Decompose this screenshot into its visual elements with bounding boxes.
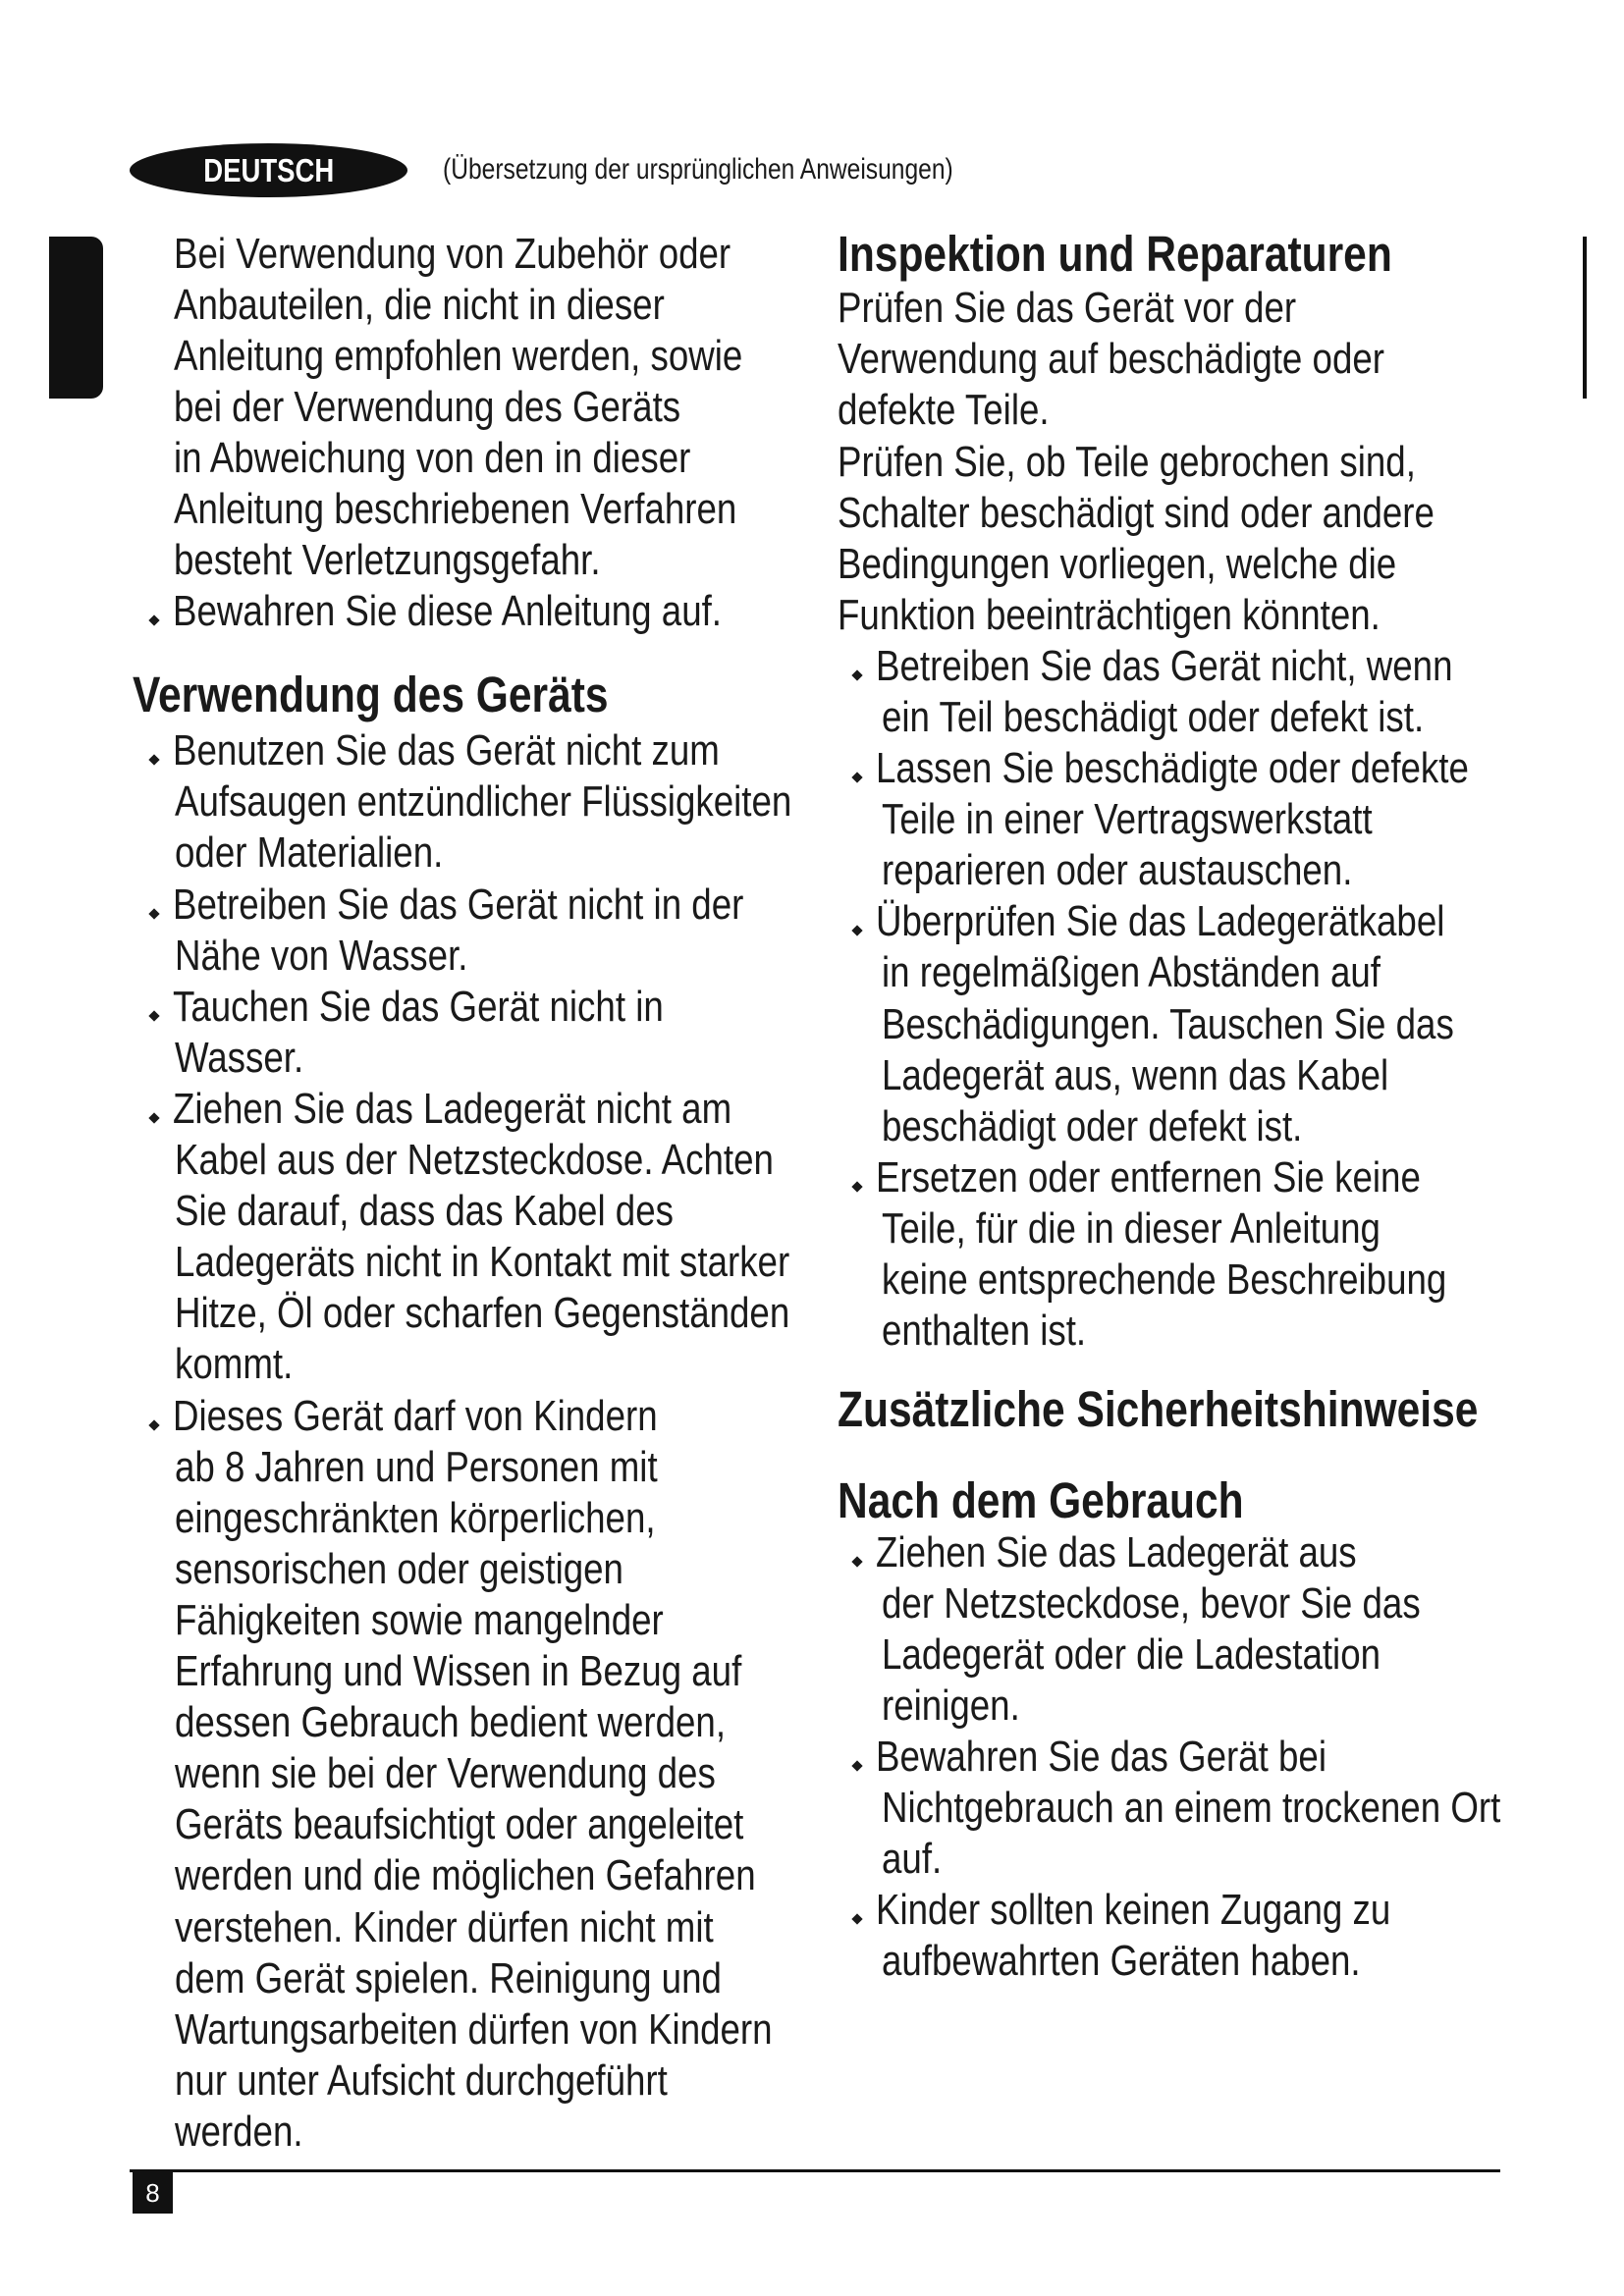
text-line: Beschädigungen. Tauschen Sie das bbox=[882, 999, 1454, 1048]
bullet-diamond-icon bbox=[148, 1010, 159, 1021]
text-line: dem Gerät spielen. Reinigung und bbox=[175, 1953, 722, 2002]
bullet-item bbox=[173, 880, 821, 982]
text-line: enthalten ist. bbox=[882, 1307, 1087, 1356]
text-line: Anleitung empfohlen werden, sowie bbox=[174, 331, 743, 380]
text-line: Bedingungen vorliegen, welche die bbox=[837, 539, 1396, 588]
text-line: defekte Teile. bbox=[837, 386, 1050, 435]
bullet-item bbox=[173, 725, 821, 879]
bullet-diamond-icon bbox=[851, 669, 862, 680]
section-heading-after-use: Nach dem Gebrauch bbox=[837, 1472, 1244, 1529]
text-line: Bewahren Sie das Gerät bei bbox=[876, 1733, 1326, 1782]
paragraph bbox=[838, 283, 1486, 436]
text-line: ein Teil beschädigt oder defekt ist. bbox=[882, 692, 1425, 741]
text-line: Dieses Gerät darf von Kindern bbox=[173, 1391, 658, 1440]
bullet-diamond-icon bbox=[148, 615, 159, 626]
text-line: Ziehen Sie das Ladegerät nicht am bbox=[173, 1085, 732, 1133]
text-line: oder Materialien. bbox=[175, 828, 444, 878]
text-line: Schalter beschädigt sind oder andere bbox=[837, 488, 1435, 537]
translation-note: (Übersetzung der ursprünglichen Anweisungen) bbox=[443, 153, 953, 186]
text-line: Anleitung beschriebenen Verfahren bbox=[174, 485, 737, 534]
bullet-item bbox=[173, 586, 821, 637]
bullet-item bbox=[876, 1152, 1524, 1357]
text-line: Anbauteilen, die nicht in dieser bbox=[174, 280, 666, 329]
text-line: Erfahrung und Wissen in Bezug auf bbox=[175, 1647, 742, 1696]
text-line: Ladegerät aus, wenn das Kabel bbox=[882, 1050, 1389, 1099]
bullet-diamond-icon bbox=[148, 1112, 159, 1123]
text-line: werden. bbox=[175, 2107, 303, 2156]
text-line: werden und die möglichen Gefahren bbox=[175, 1851, 756, 1900]
bullet-diamond-icon bbox=[851, 1181, 862, 1192]
paragraph bbox=[838, 437, 1486, 641]
text-line: Tauchen Sie das Gerät nicht in bbox=[173, 982, 664, 1031]
text-line: kommt. bbox=[175, 1340, 294, 1389]
text-line: in Abweichung von den in dieser bbox=[174, 433, 691, 482]
bullet-item bbox=[876, 896, 1524, 1151]
text-line: aufbewahrten Geräten haben. bbox=[882, 1937, 1361, 1986]
text-line: Funktion beeinträchtigen könnten. bbox=[837, 590, 1380, 639]
text-line: Fähigkeiten sowie mangelnder bbox=[175, 1595, 664, 1644]
text-line: Sie darauf, dass das Kabel des bbox=[175, 1187, 674, 1236]
text-line: dessen Gebrauch bedient werden, bbox=[175, 1698, 727, 1747]
text-line: Teile, für die in dieser Anleitung bbox=[882, 1203, 1380, 1253]
text-line: beschädigt oder defekt ist. bbox=[882, 1101, 1303, 1150]
text-line: Wartungsarbeiten dürfen von Kindern bbox=[175, 2004, 773, 2054]
bullet-diamond-icon bbox=[148, 908, 159, 919]
bullet-diamond-icon bbox=[148, 1419, 159, 1430]
text-line: Aufsaugen entzündlicher Flüssigkeiten bbox=[175, 777, 792, 827]
text-line: Prüfen Sie das Gerät vor der bbox=[837, 284, 1296, 333]
language-tab-label: DEUTSCH bbox=[202, 152, 335, 188]
text-line: Prüfen Sie, ob Teile gebrochen sind, bbox=[837, 437, 1416, 486]
text-line: besteht Verletzungsgefahr. bbox=[174, 536, 601, 585]
text-line: ab 8 Jahren und Personen mit bbox=[175, 1442, 658, 1491]
text-line: in regelmäßigen Abständen auf bbox=[882, 948, 1380, 997]
bullet-item bbox=[876, 1732, 1524, 1885]
text-line: auf. bbox=[882, 1835, 943, 1884]
text-line: Kinder sollten keinen Zugang zu bbox=[876, 1886, 1391, 1935]
bullet-item bbox=[876, 1885, 1524, 1987]
text-line: Benutzen Sie das Gerät nicht zum bbox=[173, 726, 720, 775]
text-line: Betreiben Sie das Gerät nicht in der bbox=[173, 880, 744, 929]
section-heading-inspection: Inspektion und Reparaturen bbox=[837, 225, 1392, 282]
text-line: Geräts beaufsichtigt oder angeleitet bbox=[175, 1800, 744, 1849]
bullet-item bbox=[876, 1527, 1524, 1732]
text-line: sensorischen oder geistigen bbox=[175, 1544, 623, 1593]
text-line: Ladegerät oder die Ladestation bbox=[882, 1629, 1381, 1679]
bullet-item bbox=[173, 1084, 821, 1391]
text-line: reinigen. bbox=[882, 1681, 1020, 1730]
bullet-diamond-icon bbox=[851, 1914, 862, 1925]
bullet-diamond-icon bbox=[851, 926, 862, 936]
text-line: Ziehen Sie das Ladegerät aus bbox=[876, 1527, 1357, 1576]
bullet-diamond-icon bbox=[851, 1556, 862, 1567]
bullet-item bbox=[173, 982, 821, 1084]
section-heading-use: Verwendung des Geräts bbox=[133, 667, 609, 723]
text-line: reparieren oder austauschen. bbox=[882, 846, 1353, 895]
text-line: Verwendung auf beschädigte oder bbox=[837, 335, 1384, 384]
text-line: verstehen. Kinder dürfen nicht mit bbox=[175, 1902, 714, 1951]
text-line: Nähe von Wasser. bbox=[175, 931, 468, 980]
text-line: nur unter Aufsicht durchgeführt bbox=[175, 2056, 668, 2105]
bullet-diamond-icon bbox=[851, 772, 862, 782]
text-line: Ladegeräts nicht in Kontakt mit starker bbox=[175, 1238, 790, 1287]
text-line: Nichtgebrauch an einem trockenen Ort bbox=[882, 1784, 1501, 1833]
text-line: Bewahren Sie diese Anleitung auf. bbox=[173, 587, 722, 636]
section-heading-additional-safety: Zusätzliche Sicherheitshinweise bbox=[837, 1380, 1478, 1437]
text-line: Überprüfen Sie das Ladegerätkabel bbox=[876, 897, 1445, 946]
text-line: keine entsprechende Beschreibung bbox=[882, 1255, 1447, 1305]
text-line: Betreiben Sie das Gerät nicht, wenn bbox=[876, 641, 1453, 690]
text-line: Ersetzen oder entfernen Sie keine bbox=[876, 1152, 1421, 1201]
thumb-index-tab bbox=[49, 237, 103, 399]
text-line: Teile in einer Vertragswerkstatt bbox=[882, 795, 1373, 844]
text-line: bei der Verwendung des Geräts bbox=[174, 382, 681, 431]
bullet-item bbox=[876, 641, 1524, 743]
text-line: Hitze, Öl oder scharfen Gegenständen bbox=[175, 1289, 790, 1338]
intro-paragraph bbox=[174, 229, 822, 587]
page-number: 8 bbox=[133, 2172, 173, 2214]
text-line: Kabel aus der Netzsteckdose. Achten bbox=[175, 1136, 774, 1185]
margin-marker-line bbox=[1583, 237, 1587, 399]
text-line: wenn sie bei der Verwendung des bbox=[175, 1749, 716, 1798]
text-line: Wasser. bbox=[175, 1033, 304, 1082]
text-line: eingeschränkten körperlichen, bbox=[175, 1493, 656, 1542]
bullet-diamond-icon bbox=[851, 1760, 862, 1771]
text-line: Lassen Sie beschädigte oder defekte bbox=[876, 744, 1469, 793]
bullet-diamond-icon bbox=[148, 755, 159, 766]
text-line: der Netzsteckdose, bevor Sie das bbox=[882, 1578, 1421, 1628]
footer-rule bbox=[130, 2169, 1500, 2172]
language-tab bbox=[130, 143, 407, 197]
text-line: Bei Verwendung von Zubehör oder bbox=[174, 229, 731, 278]
bullet-item bbox=[173, 1391, 821, 2158]
bullet-item bbox=[876, 743, 1524, 896]
